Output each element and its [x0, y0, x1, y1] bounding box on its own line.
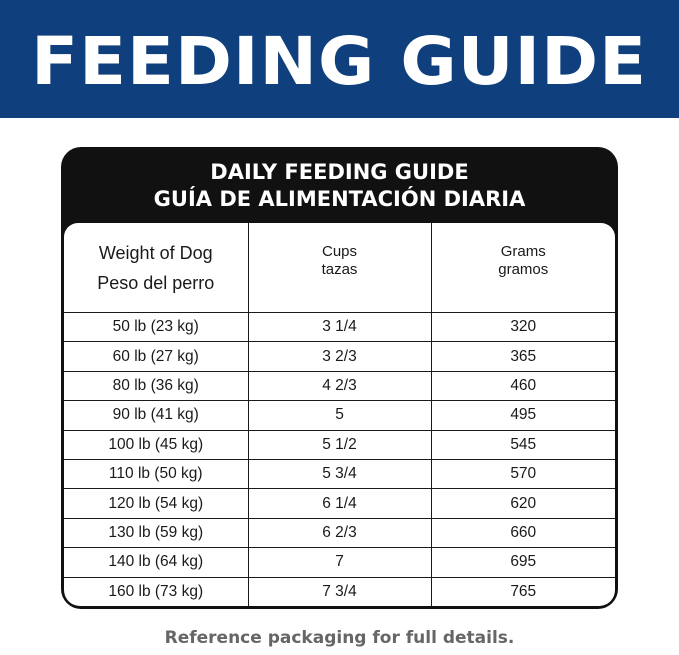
- cups-cell: 5 3/4: [248, 459, 431, 488]
- header-cups: [248, 223, 431, 313]
- cups-cell: 6 2/3: [248, 518, 431, 547]
- weight-cell: 60 lb (27 kg): [64, 342, 248, 371]
- grams-cell: 365: [431, 342, 615, 371]
- grams-cell: 570: [431, 459, 615, 488]
- feeding-table-container: [64, 223, 615, 606]
- page-title: FEEDING GUIDE: [31, 23, 648, 100]
- header-cups-es: tazas: [321, 260, 358, 278]
- table-row: [64, 518, 615, 547]
- weight-cell: 110 lb (50 kg): [64, 459, 248, 488]
- weight-cell: 130 lb (59 kg): [64, 518, 248, 547]
- cups-cell: 3 2/3: [248, 342, 431, 371]
- weight-cell: 160 lb (73 kg): [64, 577, 248, 606]
- table-row: [64, 313, 615, 342]
- feeding-guide-card: [61, 147, 618, 609]
- header-banner: [0, 0, 679, 118]
- cups-cell: 5 1/2: [248, 430, 431, 459]
- footer-note: Reference packaging for full details.: [164, 628, 515, 648]
- weight-cell: 140 lb (64 kg): [64, 548, 248, 577]
- table-row: [64, 489, 615, 518]
- cups-cell: 4 2/3: [248, 371, 431, 400]
- header-grams-en: Grams: [500, 242, 546, 260]
- weight-cell: 50 lb (23 kg): [64, 313, 248, 342]
- grams-cell: 320: [431, 313, 615, 342]
- cups-cell: 5: [248, 401, 431, 430]
- grams-cell: 620: [431, 489, 615, 518]
- weight-cell: 90 lb (41 kg): [64, 401, 248, 430]
- cups-cell: 6 1/4: [248, 489, 431, 518]
- table-row: [64, 577, 615, 606]
- header-grams: [431, 223, 615, 313]
- header-weight-es: Peso del perro: [97, 272, 215, 293]
- header-weight: [64, 223, 248, 313]
- table-header-row: [64, 223, 615, 313]
- grams-cell: 765: [510, 582, 537, 600]
- feeding-table: [64, 223, 615, 606]
- weight-cell: 100 lb (45 kg): [64, 430, 248, 459]
- cups-cell: 3 1/4: [248, 313, 431, 342]
- table-row: [64, 371, 615, 400]
- header-weight-en: Weight of Dog: [98, 242, 213, 263]
- card-title: [61, 159, 618, 213]
- table-row: [64, 548, 615, 577]
- weight-cell: 80 lb (36 kg): [64, 371, 248, 400]
- grams-cell: 695: [431, 548, 615, 577]
- card-title-english: DAILY FEEDING GUIDE: [210, 160, 469, 184]
- table-row: [64, 459, 615, 488]
- weight-cell: 120 lb (54 kg): [64, 489, 248, 518]
- table-row: [64, 430, 615, 459]
- header-cups-en: Cups: [321, 242, 358, 260]
- cups-cell: 7: [248, 548, 431, 577]
- header-grams-es: gramos: [498, 260, 549, 278]
- table-body: [64, 313, 615, 606]
- card-title-spanish: GUÍA DE ALIMENTACIÓN DIARIA: [153, 187, 526, 211]
- cups-cell: 7 3/4: [248, 577, 431, 606]
- grams-cell: 495: [431, 401, 615, 430]
- table-row: [64, 401, 615, 430]
- grams-cell: 545: [431, 430, 615, 459]
- grams-cell: 460: [431, 371, 615, 400]
- table-row: [64, 342, 615, 371]
- grams-cell: 660: [431, 518, 615, 547]
